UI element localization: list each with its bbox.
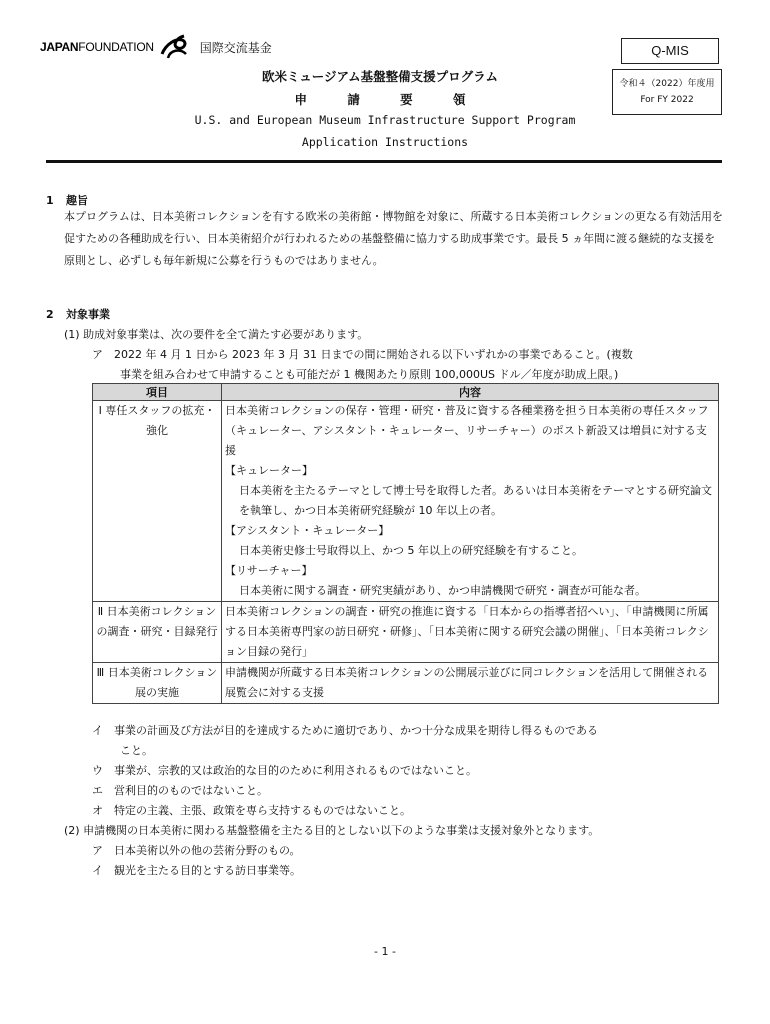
table-cell-item: Ⅱ 日本美術コレクションの調査・研究・目録発行 — [93, 602, 222, 663]
requirement-intro: (1) 助成対象事業は、次の要件を全て満たす必要があります。 — [64, 328, 369, 341]
table-row — [93, 602, 719, 663]
japan-foundation-logo — [40, 34, 272, 60]
logo-japanese-name: 国際交流基金 — [199, 40, 272, 55]
section-2-title: 対象事業 — [66, 308, 110, 321]
table-cell-item: Ⅰ 専任スタッフの拡充・強化 — [93, 401, 222, 602]
content-paragraph: 日本美術史修士号取得以上、かつ 5 年以上の研究経験を有すること。 — [239, 544, 583, 557]
content-subheading: 【キュレーター】 — [225, 464, 313, 477]
header-divider — [46, 160, 722, 163]
section-1-body: 本プログラムは、日本美術コレクションを有する欧米の美術館・博物館を対象に、所蔵する日本美術コレクションの更なる有効活用を促すための各種助成を行い、日本美術紹介が行われるための基盤整備に協力する助成事業です。最長 5 ヵ年間に渡る継続的な支援を原則とし、必ずしも毎年新規に公募を行うものではありません。 — [64, 210, 724, 267]
requirement-a-line2: 事業を組み合わせて申請することも可能だが 1 機関あたり原則 100,000US ドル／年度が助成上限。) — [120, 368, 619, 381]
table-cell-content — [222, 401, 719, 602]
requirement-u: ウ 事業が、宗教的又は政治的な目的のために利用されるものではないこと。 — [92, 764, 477, 777]
content-paragraph: 日本美術コレクションの保存・管理・研究・普及に資する各種業務を担う日本美術の専任スタッフ（キュレーター、アシスタント・キュレーター、リサーチャー）のポスト新設又は増員に対する支援 — [225, 404, 709, 457]
document-subtitle-jp: 申 請 要 領 — [294, 92, 484, 107]
requirement-i-line1: イ 事業の計画及び方法が目的を達成するために適切であり、かつ十分な成果を期待し得るものである — [92, 724, 598, 737]
requirement-a-line1: ア 2022 年 4 月 1 日から 2023 年 3 月 31 日までの間に開始される以下いずれかの事業であること。(複数 — [92, 348, 633, 361]
exclusion-a: ア 日本美術以外の他の芸術分野のもの。 — [92, 844, 301, 857]
logo-wordmark-light: FOUNDATION — [78, 40, 154, 54]
section-2-number: 2 — [46, 308, 54, 321]
fiscal-year-jp: 令和４（2022）年度用 — [619, 79, 715, 89]
table-cell-item: Ⅲ 日本美術コレクション展の実施 — [93, 663, 222, 704]
exclusion-intro: (2) 申請機関の日本美術に関わる基盤整備を主たる目的としない以下のような事業は支援対象外となります。 — [64, 824, 600, 837]
requirement-o: オ 特定の主義、主張、政策を専ら支持するものではないこと。 — [92, 804, 411, 817]
content-subheading: 【アシスタント・キュレーター】 — [225, 524, 390, 537]
fiscal-year-en: For FY 2022 — [640, 95, 694, 105]
requirement-i-line2: こと。 — [120, 744, 153, 757]
content-paragraph: 日本美術を主たるテーマとして博士号を取得した者。あるいは日本美術をテーマとする研究論文を執筆し、かつ日本美術研究経験が 10 年以上の者。 — [239, 484, 712, 517]
document-subtitle-en: Application Instructions — [301, 135, 469, 149]
table-header-row — [93, 384, 719, 401]
document-title-en: U.S. and European Museum Infrastructure Support Program — [194, 113, 576, 127]
section-1-title: 趣旨 — [66, 194, 88, 207]
swirl-logo-icon — [158, 34, 190, 60]
table-header-content: 内容 — [222, 384, 719, 401]
fiscal-year-box — [612, 69, 722, 115]
table-cell-content: 申請機関が所蔵する日本美術コレクションの公開展示並びに同コレクションを活用して開催される展覧会に対する支援 — [222, 663, 719, 704]
section-1-number: 1 — [46, 194, 54, 207]
document-title-jp: 欧米ミュージアム基盤整備支援プログラム — [261, 69, 498, 84]
table-row — [93, 401, 719, 602]
requirement-e: エ 営利目的のものではないこと。 — [92, 784, 268, 797]
table-header-item: 項目 — [93, 384, 222, 401]
exclusion-i: イ 観光を主たる目的とする訪日事業等。 — [92, 864, 301, 877]
logo-wordmark — [40, 40, 154, 54]
content-subheading: 【リサーチャー】 — [225, 564, 313, 577]
content-paragraph: 日本美術に関する調査・研究実績があり、かつ申請機関で研究・調査が可能な者。 — [239, 584, 646, 597]
program-code-box: Q-MIS — [621, 38, 719, 64]
logo-wordmark-bold: JAPAN — [40, 40, 79, 54]
section-2-heading — [46, 306, 110, 322]
table-row — [93, 663, 719, 704]
page-number: - 1 - — [374, 945, 396, 958]
table-cell-content: 日本美術コレクションの調査・研究の推進に資する「日本からの指導者招へい」、「申請機関に所属する日本美術専門家の訪日研究・研修」、「日本美術に関する研究会議の開催」、「日本美術コレクション目録の発行」 — [222, 602, 719, 663]
eligible-projects-table — [92, 383, 719, 704]
